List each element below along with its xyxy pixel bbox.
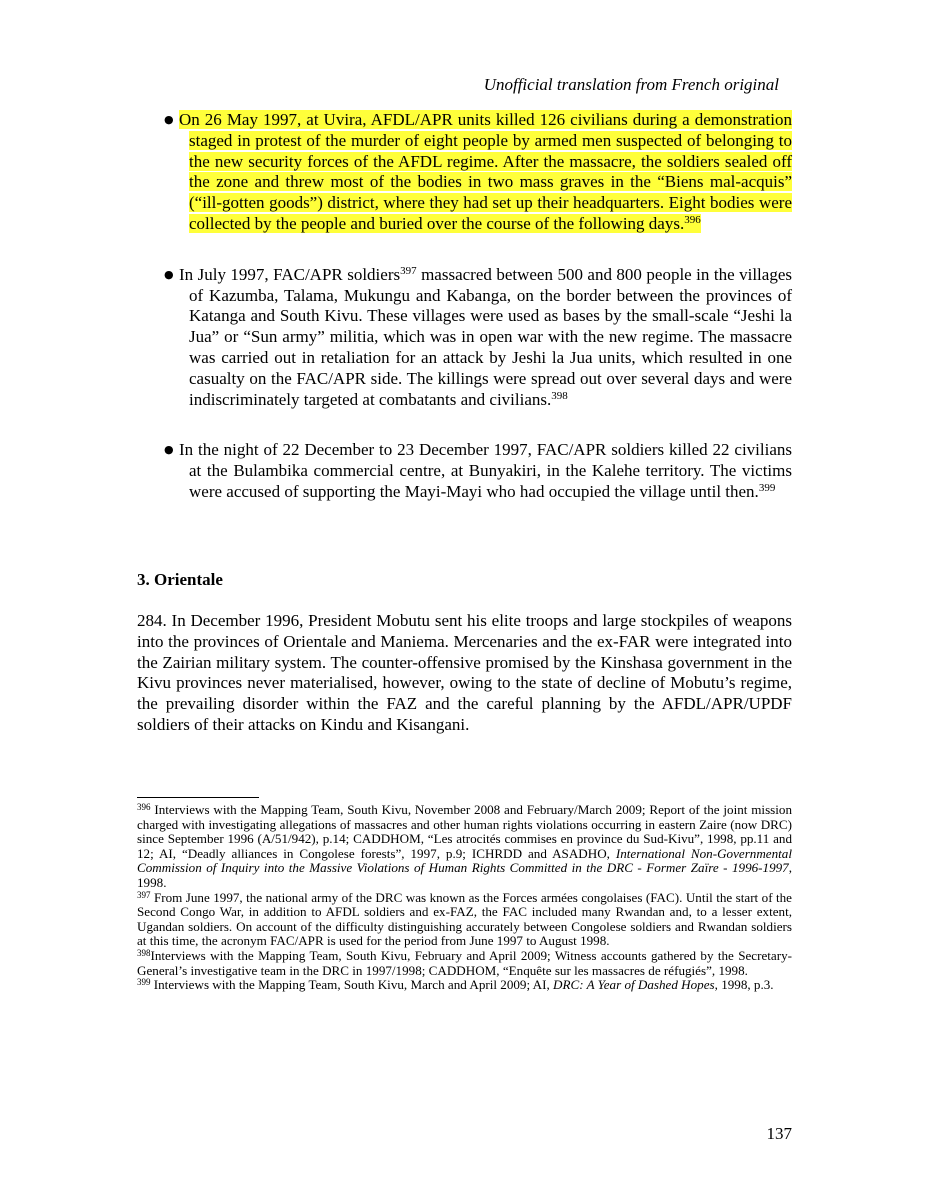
footnotes [137,803,792,993]
bullet-item [137,110,792,235]
footnote-number: 398 [137,947,151,958]
bullet-item [137,440,792,502]
bullet-icon: ● [164,113,174,126]
footnote-text: Interviews with the Mapping Team, South Kivu, March and April 2009; AI, [150,977,554,993]
running-header: Unofficial translation from French original [483,75,779,94]
footnote-italic: DRC: A Year of Dashed Hopes [553,977,715,993]
footnote-ref[interactable]: 396 [684,213,701,226]
footnote [137,949,792,978]
highlighted-text [179,110,792,233]
body-paragraph: 284. In December 1996, President Mobutu sent his elite troops and large stockpiles of weapons into the provinces of Orientale and Maniema. Mercenaries and the ex-FAR were integrated into the Zairian military system. The counter-offensive promised by the Kinshasa government in the Kivu provinces never materialised, however, owing to the state of decline of Mobutu’s regime, the prevailing disorder within the FAZ and the careful planning by the AFDL/APR/UPDF soldiers of their attacks on Kindu and Kisangani. [137,611,792,734]
section-heading: 3. Orientale [137,570,223,589]
bullet-text: On 26 May 1997, at Uvira, AFDL/APR units killed 126 civilians during a demonstration staged in protest of the murder of eight people by armed men suspected of belonging to the new security forces of the AFDL regime. After the massacre, the soldiers sealed off the zone and threw most of the bodies in two mass graves in the “Biens mal-acquis” (“ill-gotten goods”) district, where they had set up their headquarters. Eight bodies were collected by the people and buried over the course of the following days. [179,110,792,233]
footnote-text: Interviews with the Mapping Team, South Kivu, February and April 2009; Witness accounts gathered by the Secretary-General’s investigative team in the DRC in 1997/1998; CADDHOM, “Enquête sur les massacres de réfugiés”, 1998. [137,947,792,978]
footnote [137,978,792,993]
bullet-icon: ● [164,267,174,281]
spacer [137,410,792,440]
footnote-text: , 1998. [137,860,792,890]
footnote [137,891,792,949]
footnote-number: 399 [137,977,151,988]
footnote-ref[interactable]: 397 [400,264,417,277]
footnote-text: , 1998, p.3. [714,977,774,993]
footnote-italic: International Non-Governmental Commission of Inquiry into the Massive Violations of Human Rights Committed in the DRC - Former Zaïre - 1996-1997 [137,845,792,876]
spacer [137,235,792,265]
bullet-text: In the night of 22 December to 23 December 1997, FAC/APR soldiers killed 22 civilians at the Bulambika commercial centre, at Bunyakiri, in the Kalehe territory. The victims were accused of supporting the Mayi-Mayi who had occupied the village until then. [179,440,792,501]
footnote-ref[interactable]: 398 [551,389,568,402]
footnote-separator [137,797,259,798]
footnote [137,803,792,891]
bullet-icon: ● [164,443,174,457]
page-number: 137 [766,1124,792,1143]
footnote-ref[interactable]: 399 [758,481,776,494]
bullet-list [137,110,792,503]
bullet-text: In July 1997, FAC/APR soldiers [179,264,401,284]
footnote-number: 397 [137,889,151,900]
bullet-text: massacred between 500 and 800 people in the villages of Kazumba, Talama, Mukungu and Kabanga, on the border between the provinces of Katanga and South Kivu. These villages were used as bases by the small-scale “Jeshi la Jua” or “Sun army” militia, which was in open war with the new regime. The massacre was carried out in retaliation for an attack by Jeshi la Jua units, which resulted in one casualty on the FAC/APR side. The killings were spread out over several days and were indiscriminately targeted at combatants and civilians. [189,264,792,409]
footnote-number: 396 [137,802,151,812]
bullet-item [137,265,792,411]
footnote-text: From June 1997, the national army of the DRC was known as the Forces armées congolaises (FAC). Until the start of the Second Congo War, in addition to AFDL soldiers and ex-FAZ, the FAC included many Rwandan and, to a lesser extent, Ugandan soldiers. On account of the difficulty distinguishing accurately between Congolese soldiers and Rwandan soldiers at this time, the acronym FAC/APR is used for the period from June 1997 to August 1998. [137,889,792,949]
footnote-text: Interviews with the Mapping Team, South Kivu, November 2008 and February/March 2009; Report of the joint mission charged with investigating allegations of massacres and other human rights violations occurring in eastern Zaire (now DRC) since September 1996 (A/51/942), p.14; CADDHOM, “Les atrocités commises en province du Sud-Kivu”, 1998, pp.11 and 12; AI, “Deadly alliances in Congolese forests”, 1997, p.9; ICHRDD and ASADHO, [137,802,792,861]
